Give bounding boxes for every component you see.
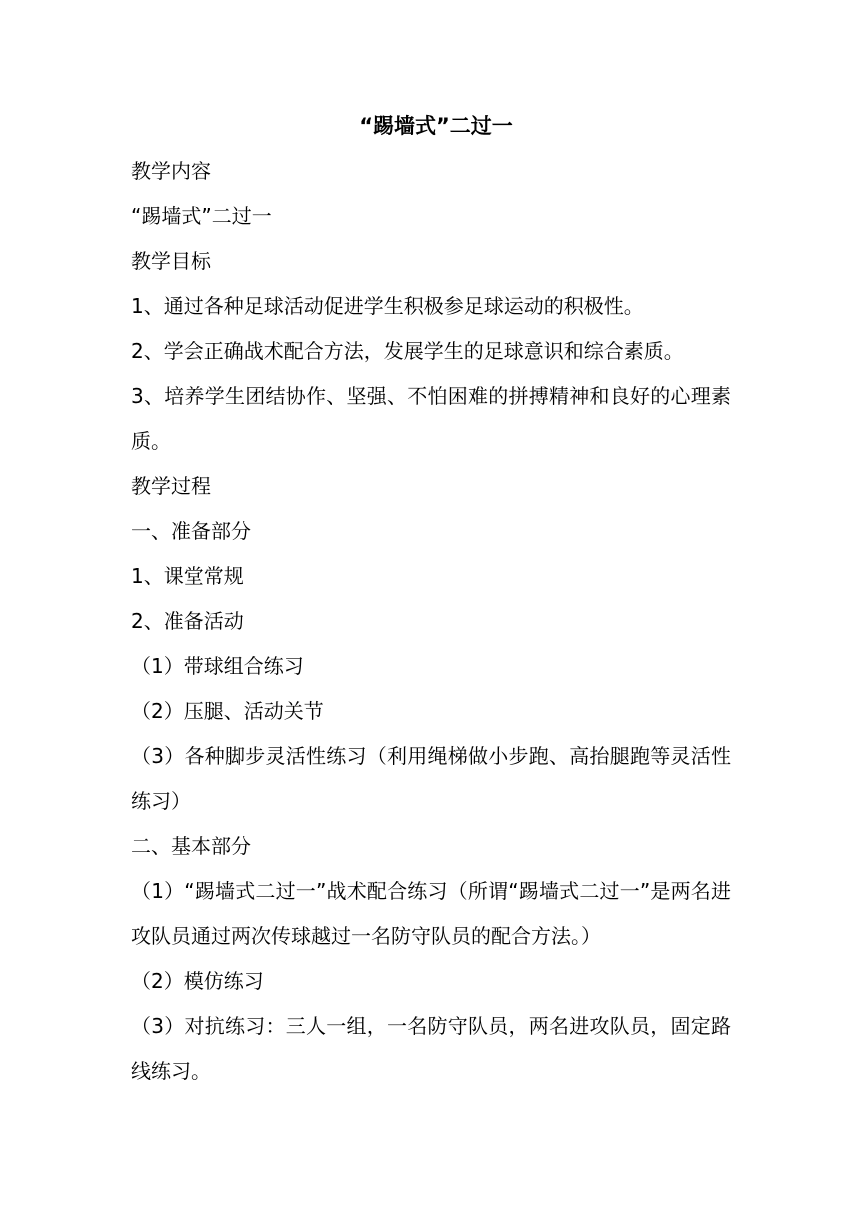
content-text: “踢墙式”二过一	[131, 204, 272, 228]
basic-item-3: （3）对抗练习：三人一组，一名防守队员，两名进攻队员，固定路线练习。	[131, 1014, 731, 1083]
preparation-item-1: 1、课堂常规	[131, 564, 244, 588]
warmup-item-1: （1）带球组合练习	[131, 654, 304, 678]
basic-item-1: （1）“踢墙式二过一”战术配合练习（所谓“踢墙式二过一”是两名进攻队员通过两次传球越过一名防守队员的配合方法。）	[131, 879, 731, 948]
section-heading-content: 教学内容	[131, 159, 211, 183]
part-heading-basic: 二、基本部分	[131, 834, 251, 858]
warmup-item-3: （3）各种脚步灵活性练习（利用绳梯做小步跑、高抬腿跑等灵活性练习）	[131, 744, 731, 813]
objective-item-2: 2、学会正确战术配合方法，发展学生的足球意识和综合素质。	[131, 339, 684, 363]
basic-item-2: （2）模仿练习	[131, 969, 264, 993]
part-heading-preparation: 一、准备部分	[131, 519, 251, 543]
section-heading-objectives: 教学目标	[131, 249, 211, 273]
warmup-item-2: （2）压腿、活动关节	[131, 699, 324, 723]
objective-item-3: 3、培养学生团结协作、坚强、不怕困难的拼搏精神和良好的心理素质。	[131, 384, 731, 453]
document-body	[131, 104, 731, 1094]
section-heading-process: 教学过程	[131, 474, 211, 498]
objective-item-1: 1、通过各种足球活动促进学生积极参足球运动的积极性。	[131, 294, 644, 318]
document-title: “踢墙式”二过一	[359, 114, 513, 138]
preparation-item-2: 2、准备活动	[131, 609, 244, 633]
